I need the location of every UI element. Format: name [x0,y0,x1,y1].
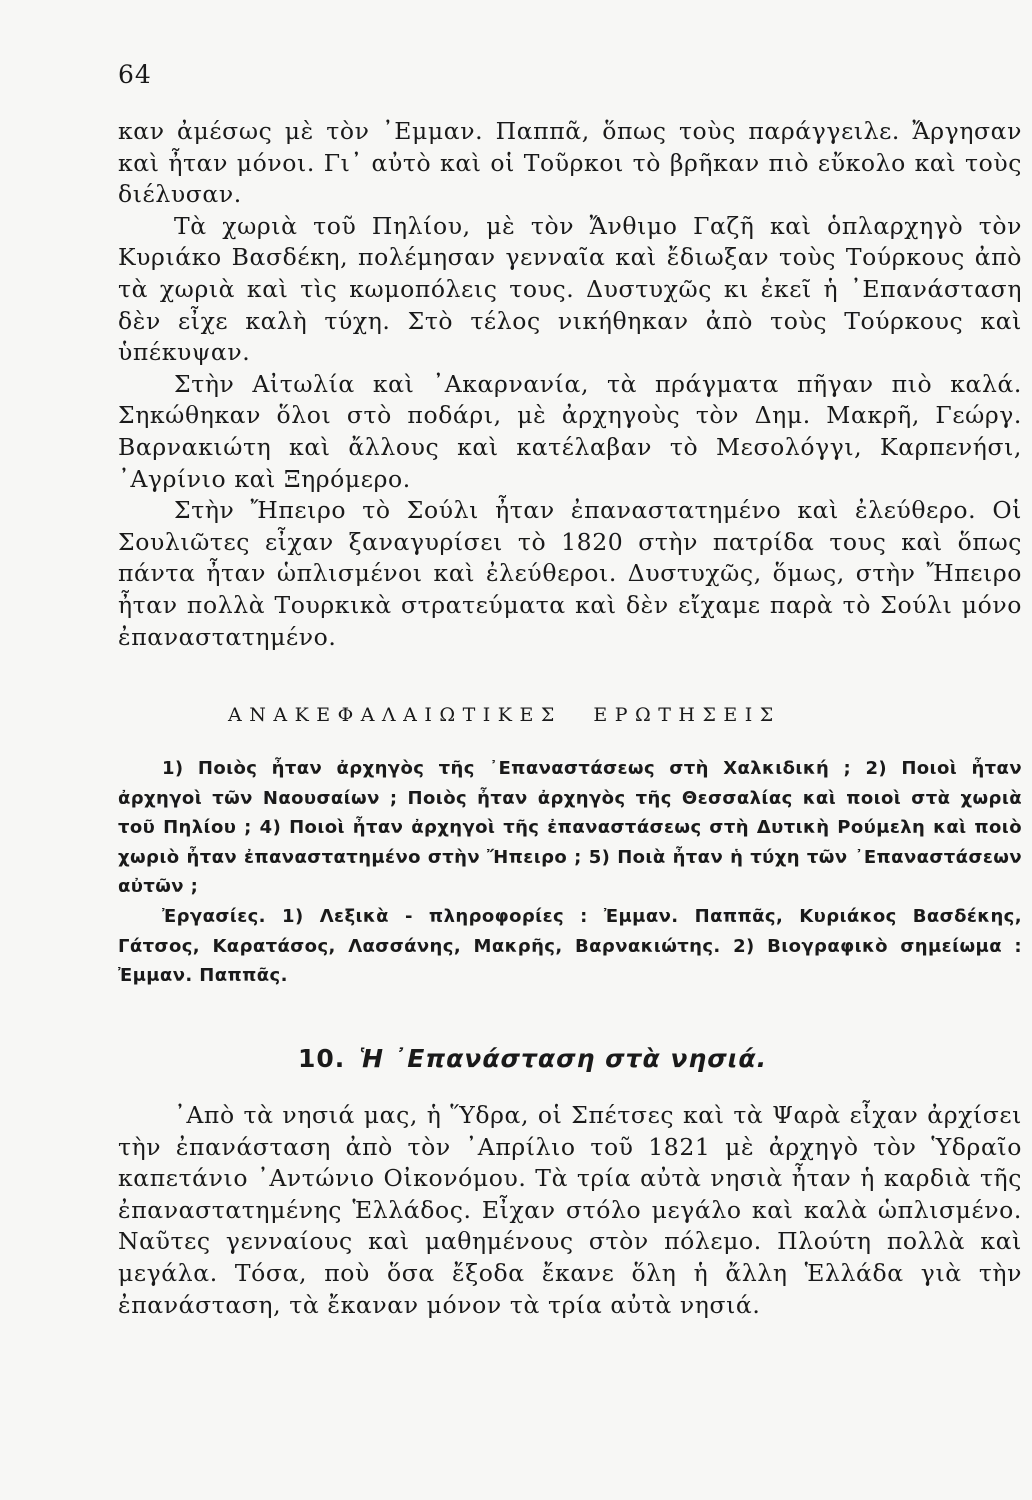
questions-text: 1) Ποιὸς ἦταν ἀρχηγὸς τῆς ᾿Επαναστάσεως στὴ Χαλκιδική ; 2) Ποιοὶ ἦταν ἀρχηγοὶ τῶν Ναουσαίων ; Ποιὸς ἦταν ἀρχηγὸς τῆς Θεσσαλίας καὶ ποιοὶ στὰ χωριὰ τοῦ Πηλίου ; 4) Ποιοὶ ἦταν ἀρχηγοὶ τῆς ἐπαναστάσεως στὴ Δυτικὴ Ρούμελη καὶ ποιὸ χωριὸ ἦταν ἐπαναστατημένο στὴν Ἤπειρο ; 5) Ποιὰ ἦταν ἡ τύχη τῶν ᾿Επαναστάσεων αὐτῶν ; [118,758,1022,897]
tasks-text: Ἐργασίες. 1) Λεξικὰ - πληροφορίες : Ἐμμαν. Παππᾶς, Κυριάκος Βασδέκης, Γάτσος, Καρατάσος, Λασσάνης, Μακρῆς, Βαρνακιώτης. 2) Βιογραφικὸ σημείωμα : Ἐμμαν. Παππᾶς. [118,906,1022,986]
section-a-text [118,116,1022,653]
review-questions-heading: ΑΝΑΚΕΦΑΛΑΙΩΤΙΚΕΣ ΕΡΩΤΗΣΕΙΣ [228,704,781,726]
chapter-title: Ἡ ᾿Επανάσταση στὰ νησιά. [359,1044,768,1073]
chapter-heading [298,1044,767,1073]
page-number: 64 [118,60,152,89]
paragraph: Τὰ χωριὰ τοῦ Πηλίου, μὲ τὸν Ἄνθιμο Γαζῆ καὶ ὁπλαρχηγὸ τὸν Κυριάκο Βασδέκη, πολέμησαν γενναῖα καὶ ἔδιωξαν τοὺς Τούρκους ἀπὸ τὰ χωριὰ καὶ τὶς κωμοπόλεις τους. Δυστυχῶς κι ἐκεῖ ἡ ᾿Επανάσταση δὲν εἶχε καλὴ τύχη. Στὸ τέλος νικήθηκαν ἀπὸ τοὺς Τούρκους καὶ ὑπέκυψαν. [118,211,1022,367]
section-b-text [118,1100,1022,1321]
review-questions [118,754,1022,902]
paragraph: Στὴν Αἰτωλία καὶ ᾿Ακαρνανία, τὰ πράγματα πῆγαν πιὸ καλά. Σηκώθηκαν ὅλοι στὸ ποδάρι, μὲ ἀρχηγοὺς τὸν Δημ. Μακρῆ, Γεώργ. Βαρνακιώτη καὶ ἄλλους καὶ κατέλαβαν τὸ Μεσολόγγι, Καρπενήσι, ᾿Αγρίνιο καὶ Ξηρόμερο. [118,369,1022,493]
paragraph: Στὴν Ἤπειρο τὸ Σούλι ἦταν ἐπαναστατημένο καὶ ἐλεύθερο. Οἱ Σουλιῶτες εἶχαν ξαναγυρίσει τὸ 1820 στὴν πατρίδα τους καὶ ὅπως πάντα ἦταν ὡπλισμένοι καὶ ἐλεύθεροι. Δυστυχῶς, ὅμως, στὴν Ἤπειρο ἦταν πολλὰ Τουρκικὰ στρατεύματα καὶ δὲν εἴχαμε παρὰ τὸ Σούλι μόνο ἐπαναστατημένο. [118,496,1022,651]
paragraph: ᾿Απὸ τὰ νησιά μας, ἡ Ὕδρα, οἱ Σπέτσες καὶ τὰ Ψαρὰ εἶχαν ἀρχίσει τὴν ἐπανάσταση ἀπὸ τὸν ᾿Απρίλιο τοῦ 1821 μὲ ἀρχηγὸ τὸν Ὑδραῖο καπετάνιο ᾿Αντώνιο Οἰκονόμου. Τὰ τρία αὐτὰ νησιὰ ἦταν ἡ καρδιὰ τῆς ἐπαναστατημένης Ἑλλάδος. Εἶχαν στόλο μεγάλο καὶ καλὰ ὡπλισμένο. Ναῦτες γενναίους καὶ μαθημένους στὸν πόλεμο. Πλούτη πολλὰ καὶ μεγάλα. Τόσα, ποὺ ὅσα ἔξοδα ἔκανε ὅλη ἡ ἄλλη Ἑλλάδα γιὰ τὴν ἐπανάσταση, τὰ ἔκαναν μόνον τὰ τρία αὐτὰ νησιά. [118,1101,1022,1319]
chapter-number: 10. [298,1044,346,1073]
paragraph: καν ἀμέσως μὲ τὸν ᾿Εμμαν. Παππᾶ, ὅπως τοὺς παράγγειλε. Ἄργησαν καὶ ἦταν μόνοι. Γι᾿ αὐτὸ καὶ οἱ Τοῦρκοι τὸ βρῆκαν πιὸ εὔκολο καὶ τοὺς διέλυσαν. [118,117,1022,209]
assignments [118,902,1022,991]
